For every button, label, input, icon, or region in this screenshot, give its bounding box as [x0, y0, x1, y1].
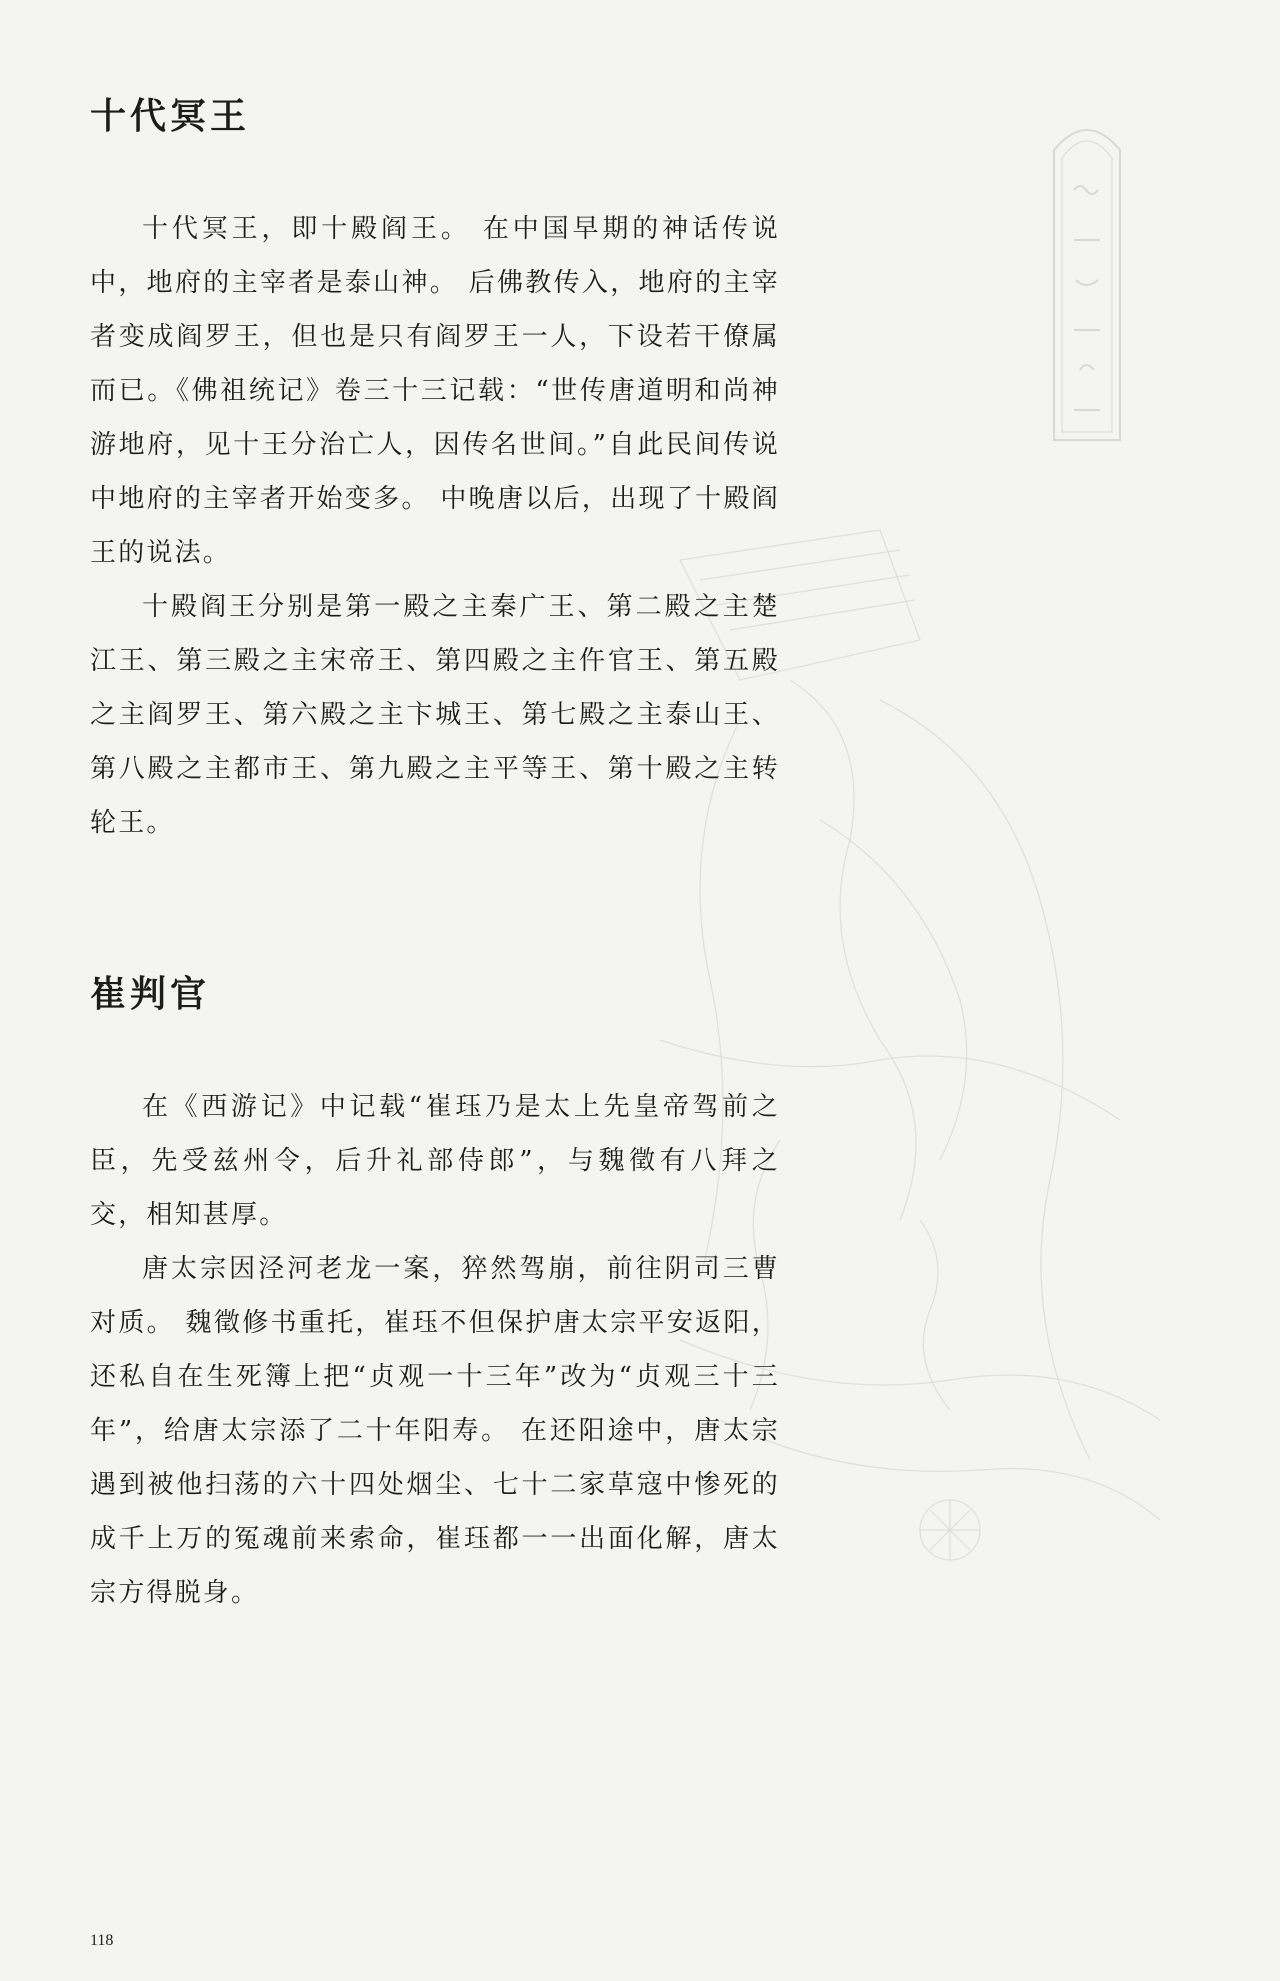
section-heading: 崔判官 [90, 973, 211, 1015]
section-heading: 十代冥王 [90, 95, 251, 137]
paragraph: 十殿阎王分别是第一殿之主秦广王、第二殿之主楚江王、第三殿之主宋帝王、第四殿之主仵官王、第五殿之主阎罗王、第六殿之主卞城王、第七殿之主泰山王、第八殿之主都市王、第九殿之主平等王、第十殿之主转轮王。 [90, 592, 780, 838]
paragraph: 唐太宗因泾河老龙一案，猝然驾崩，前往阴司三曹对质。 魏徵修书重托，崔珏不但保护唐太宗平安返阳，还私自在生死簿上把“贞观一十三年”改为“贞观三十三年”，给唐太宗添了二十年阳寿。 在还阳途中，唐太宗遇到被他扫荡的六十四处烟尘、七十二家草寇中惨死的成千上万的冤魂前来索命，崔珏都一一出面化解，唐太宗方得脱身。 [90, 1254, 780, 1608]
decorative-seal-illustration [1044, 110, 1130, 450]
section-judge-cui [90, 970, 780, 1620]
paragraph: 在《西游记》中记载“崔珏乃是太上先皇帝驾前之臣，先受兹州令，后升礼部侍郎”，与魏徵有八拜之交，相知甚厚。 [90, 1092, 780, 1230]
section-ten-kings [90, 92, 780, 850]
page-number: 118 [90, 1932, 114, 1949]
paragraph: 十代冥王，即十殿阎王。 在中国早期的神话传说中，地府的主宰者是泰山神。 后佛教传入，地府的主宰者变成阎罗王，但也是只有阎罗王一人，下设若干僚属而已。《佛祖统记》卷三十三记载：“世传唐道明和尚神游地府，见十王分治亡人，因传名世间。”自此民间传说中地府的主宰者开始变多。 中晚唐以后，出现了十殿阎王的说法。 [90, 214, 780, 568]
main-content [90, 70, 780, 1620]
